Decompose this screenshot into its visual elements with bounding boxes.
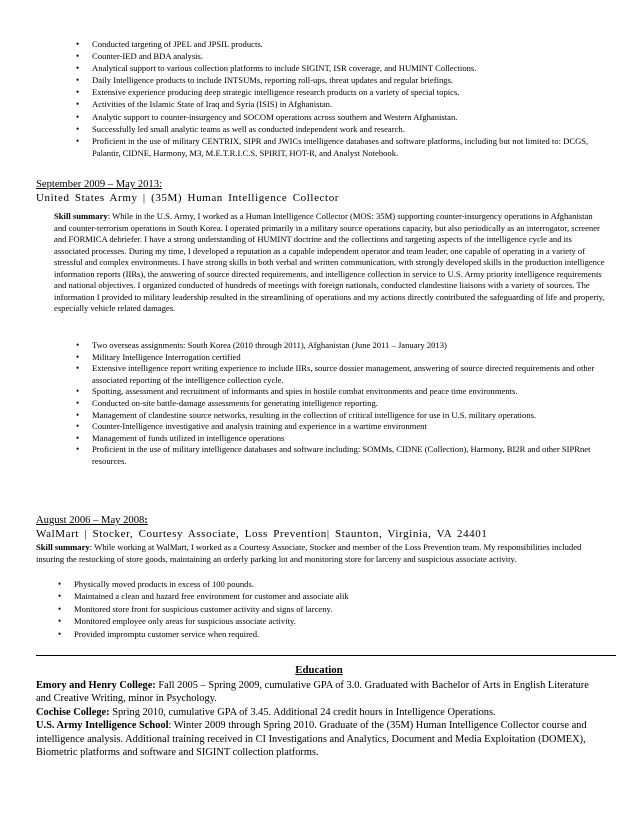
- list-item: • Extensive experience producing deep strategic intelligence research products on a variety of special topics.: [92, 86, 602, 98]
- education-list: [36, 679, 606, 759]
- education-heading: Education: [295, 664, 343, 676]
- list-item: • Monitored employee only areas for suspicious associate activity.: [74, 615, 604, 627]
- list-item: • Daily Intelligence products to include INTSUMs, reporting roll-ups, threat updates and regular briefings.: [92, 74, 602, 86]
- job2-bullet-list: [74, 578, 604, 640]
- school-details: : Winter 2009 through Spring 2010. Graduate of the (35M) Human Intelligence Collector course and intelligence analysis. Additional training received in CI Investigations and Analytics, Document and Media Exploitation (DOMEX), Biometric platforms and software and SIGINT collection platforms.: [36, 720, 587, 759]
- job2-summary-label: Skill summary: [36, 542, 90, 552]
- list-item: • Activities of the Islamic State of Iraq and Syria (ISIS) in Afghanistan.: [92, 98, 602, 110]
- job1-title: United States Army | (35M) Human Intelligence Collector: [36, 192, 340, 204]
- job2-skill-summary: [36, 542, 608, 565]
- school-name: U.S. Army Intelligence School: [36, 720, 169, 732]
- list-item: • Monitored store front for suspicious customer activity and signs of larceny.: [74, 603, 604, 615]
- list-item: • Conducted targeting of JPEL and JPSIL products.: [92, 38, 602, 50]
- list-item: • Spotting, assessment and recruitment of informants and spies in hostile combat environments and peace time environments.: [92, 386, 607, 398]
- school-name: Cochise College:: [36, 706, 110, 718]
- education-entry: [36, 719, 606, 759]
- list-item: • Provided impromptu customer service when required.: [74, 628, 604, 640]
- list-item: • Conducted on-site battle-damage assessments for generating intelligence reporting.: [92, 398, 607, 410]
- list-item: • Physically moved products in excess of 100 pounds.: [74, 578, 604, 590]
- list-item: • Counter-IED and BDA analysis.: [92, 50, 602, 62]
- list-item: • Two overseas assignments: South Korea (2010 through 2011), Afghanistan (June 2011 – January 2013): [92, 340, 607, 352]
- education-entry: [36, 679, 606, 706]
- school-name: Emory and Henry College:: [36, 680, 156, 691]
- job2-dates-colon: :: [144, 515, 148, 526]
- job2-dates-text: August 2006 – May 2008: [36, 515, 145, 526]
- list-item: • Extensive intelligence report writing experience to include IIRs, source dossier management, answering of source directed requirements and other associated reporting of the intelligence collection cycle.: [92, 363, 607, 386]
- list-item: • Successfully led small analytic teams as well as conducted independent work and research.: [92, 123, 602, 135]
- list-item: • Counter-Intelligence investigative and analysis training and experience in a wartime environment: [92, 421, 607, 433]
- list-item: • Proficient in the use of military intelligence databases and software including: SOMMs, CIDNE (Collection), Harmony, BI2R and other SIPRnet resources.: [92, 444, 607, 467]
- job2-summary-text: : While working at WalMart, I worked as a Courtesy Associate, Stocker and member of the Loss Prevention team. My responsibilities included insuring the restocking of store goods, maintaining an orderly parking lot and monitoring store for larceny and suspicious associate activity.: [36, 542, 582, 564]
- school-details: Spring 2010, cumulative GPA of 3.45. Additional 24 credit hours in Intelligence Operations.: [109, 706, 496, 718]
- job1-skill-summary: [54, 211, 607, 315]
- job1-summary-label: Skill summary: [54, 211, 108, 221]
- list-item: • Management of funds utilized in intelligence operations: [92, 433, 607, 445]
- top-bullet-list: [92, 38, 602, 159]
- job2-title: WalMart | Stocker, Courtesy Associate, Loss Prevention| Staunton, Virginia, VA 24401: [36, 528, 488, 540]
- job2-dates: [36, 515, 148, 526]
- list-item: • Management of clandestine source networks, resulting in the collection of critical intelligence for use in U.S. military operations.: [92, 410, 607, 422]
- section-divider: [36, 655, 616, 656]
- education-entry: [36, 706, 606, 719]
- list-item: • Analytic support to counter-insurgency and SOCOM operations across southern and Western Afghanistan.: [92, 111, 602, 123]
- list-item: • Maintained a clean and hazard free environment for customer and associate alik: [74, 590, 604, 602]
- job1-dates: September 2009 – May 2013:: [36, 179, 162, 190]
- list-item: • Proficient in the use of military CENTRIX, SIPR and JWICs intelligence databases and software platforms, including but not limited to: DCGS, Palantir, CIDNE, Harmony, M3, M.E.T.R.I.C.S, SPIRIT, HOT-R, and Analyst Notebook.: [92, 135, 602, 159]
- job1-summary-text: : While in the U.S. Army, I worked as a Human Intelligence Collector (MOS: 35M) supporting counter-insurgency operations in Afghanistan and counter-terrorism operations in South Korea. I operated primarily in a military source operations capacity, but also periodically as an interrogator, screener and FORMICA debriefer. I have a strong understanding of HUMINT doctrine and the collections and targeting aspects of the intelligence cycle and its associated processes. During my time, I developed a reputation as a capable independent operator and team leader, one capable of operating in a variety of stressful and complex environments. I have strong skills in both verbal and written communication, with strongly developed skills in the production intelligence information reports (IIRs), the answering of source directed requirements, and intelligence collection in service to U.S. Army priority intelligence requirements and national objectives. I organized conducted of hundreds of meetings with foreign nationals, conducted clandestine liaisons with a variety of sources. The information I provided to military leadership resulted in the streamlining of operations and my actions directly contributed the safeguarding of life and property, especially vehicle related damages.: [54, 211, 605, 314]
- list-item: • Military Intelligence Interrogation certified: [92, 352, 607, 364]
- job1-bullet-list: [92, 340, 607, 468]
- list-item: • Analytical support to various collection platforms to include SIGINT, ISR coverage, and HUMINT Collections.: [92, 62, 602, 74]
- school-details: Fall 2005 – Spring 2009, cumulative GPA of 3.0. Graduated with Bachelor of Arts in English Literature and Creative Writing, minor in Psychology.: [36, 680, 589, 705]
